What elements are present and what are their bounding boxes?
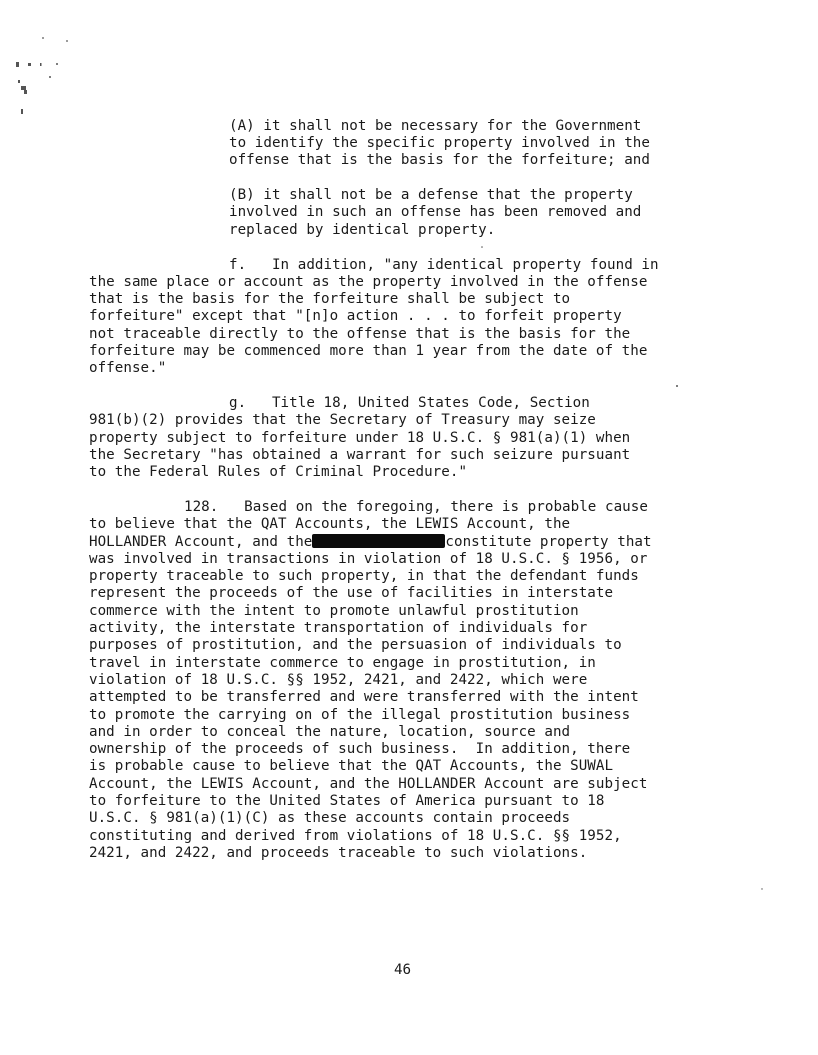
paragraph-128-line: to promote the carrying on of the illegal prostitution business bbox=[89, 707, 631, 723]
paragraph-f-line: offense." bbox=[89, 360, 167, 376]
paragraph-128-line: attempted to be transferred and were transferred with the intent bbox=[89, 689, 639, 705]
subsection-a-line: offense that is the basis for the forfeiture; and bbox=[229, 152, 650, 168]
paragraph-f-line: not traceable directly to the offense that is the basis for the bbox=[89, 326, 631, 342]
subsection-b-line: (B) it shall not be a defense that the property bbox=[229, 187, 633, 203]
paragraph-g-line: the Secretary "has obtained a warrant for such seizure pursuant bbox=[89, 447, 631, 463]
paragraph-128-line: commerce with the intent to promote unlawful prostitution bbox=[89, 603, 579, 619]
page-number: 46 bbox=[394, 962, 412, 978]
paragraph-128-line: purposes of prostitution, and the persuasion of individuals to bbox=[89, 637, 622, 653]
paragraph-g-line: to the Federal Rules of Criminal Procedure." bbox=[89, 464, 468, 480]
subsection-b-line: replaced by identical property. bbox=[229, 222, 496, 238]
paragraph-128-line: travel in interstate commerce to engage in prostitution, in bbox=[89, 655, 596, 671]
paragraph-g-line: 981(b)(2) provides that the Secretary of Treasury may seize bbox=[89, 412, 596, 428]
paragraph-g-line: property subject to forfeiture under 18 U.S.C. § 981(a)(1) when bbox=[89, 430, 631, 446]
paragraph-f-line: that is the basis for the forfeiture shall be subject to bbox=[89, 291, 571, 307]
redaction-bar bbox=[312, 534, 445, 548]
paragraph-128-line: 2421, and 2422, and proceeds traceable to such violations. bbox=[89, 845, 588, 861]
paragraph-128-text: HOLLANDER Account, and the bbox=[89, 534, 313, 550]
paragraph-128-line: is probable cause to believe that the QAT Accounts, the SUWAL bbox=[89, 758, 614, 774]
paragraph-128-line: ownership of the proceeds of such business. In addition, there bbox=[89, 741, 631, 757]
paragraph-128-line: represent the proceeds of the use of facilities in interstate bbox=[89, 585, 614, 601]
subsection-a-line: (A) it shall not be necessary for the Government bbox=[229, 118, 642, 134]
subsection-b-line: involved in such an offense has been removed and bbox=[229, 204, 642, 220]
paragraph-128-line: 128. Based on the foregoing, there is probable cause bbox=[184, 499, 648, 515]
paragraph-128-line: and in order to conceal the nature, location, source and bbox=[89, 724, 571, 740]
paragraph-128-line: to forfeiture to the United States of America pursuant to 18 bbox=[89, 793, 605, 809]
paragraph-128-text: constitute property that bbox=[445, 534, 652, 550]
paragraph-128-line: violation of 18 U.S.C. §§ 1952, 2421, and 2422, which were bbox=[89, 672, 588, 688]
paragraph-128-line: activity, the interstate transportation of individuals for bbox=[89, 620, 588, 636]
paragraph-f-line: f. In addition, "any identical property found in bbox=[229, 257, 659, 273]
paragraph-128-line: property traceable to such property, in that the defendant funds bbox=[89, 568, 639, 584]
paragraph-f-line: forfeiture" except that "[n]o action . . . to forfeit property bbox=[89, 308, 622, 324]
paragraph-128-line bbox=[89, 534, 652, 551]
paragraph-g-line: g. Title 18, United States Code, Section bbox=[229, 395, 590, 411]
paragraph-128-line: U.S.C. § 981(a)(1)(C) as these accounts contain proceeds bbox=[89, 810, 571, 826]
paragraph-f-line: the same place or account as the property involved in the offense bbox=[89, 274, 648, 290]
subsection-a-line: to identify the specific property involved in the bbox=[229, 135, 650, 151]
paragraph-f-line: forfeiture may be commenced more than 1 year from the date of the bbox=[89, 343, 648, 359]
paragraph-128-line: Account, the LEWIS Account, and the HOLLANDER Account are subject bbox=[89, 776, 648, 792]
paragraph-128-line: constituting and derived from violations of 18 U.S.C. §§ 1952, bbox=[89, 828, 622, 844]
paragraph-128-line: was involved in transactions in violation of 18 U.S.C. § 1956, or bbox=[89, 551, 648, 567]
paragraph-128-line: to believe that the QAT Accounts, the LEWIS Account, the bbox=[89, 516, 571, 532]
